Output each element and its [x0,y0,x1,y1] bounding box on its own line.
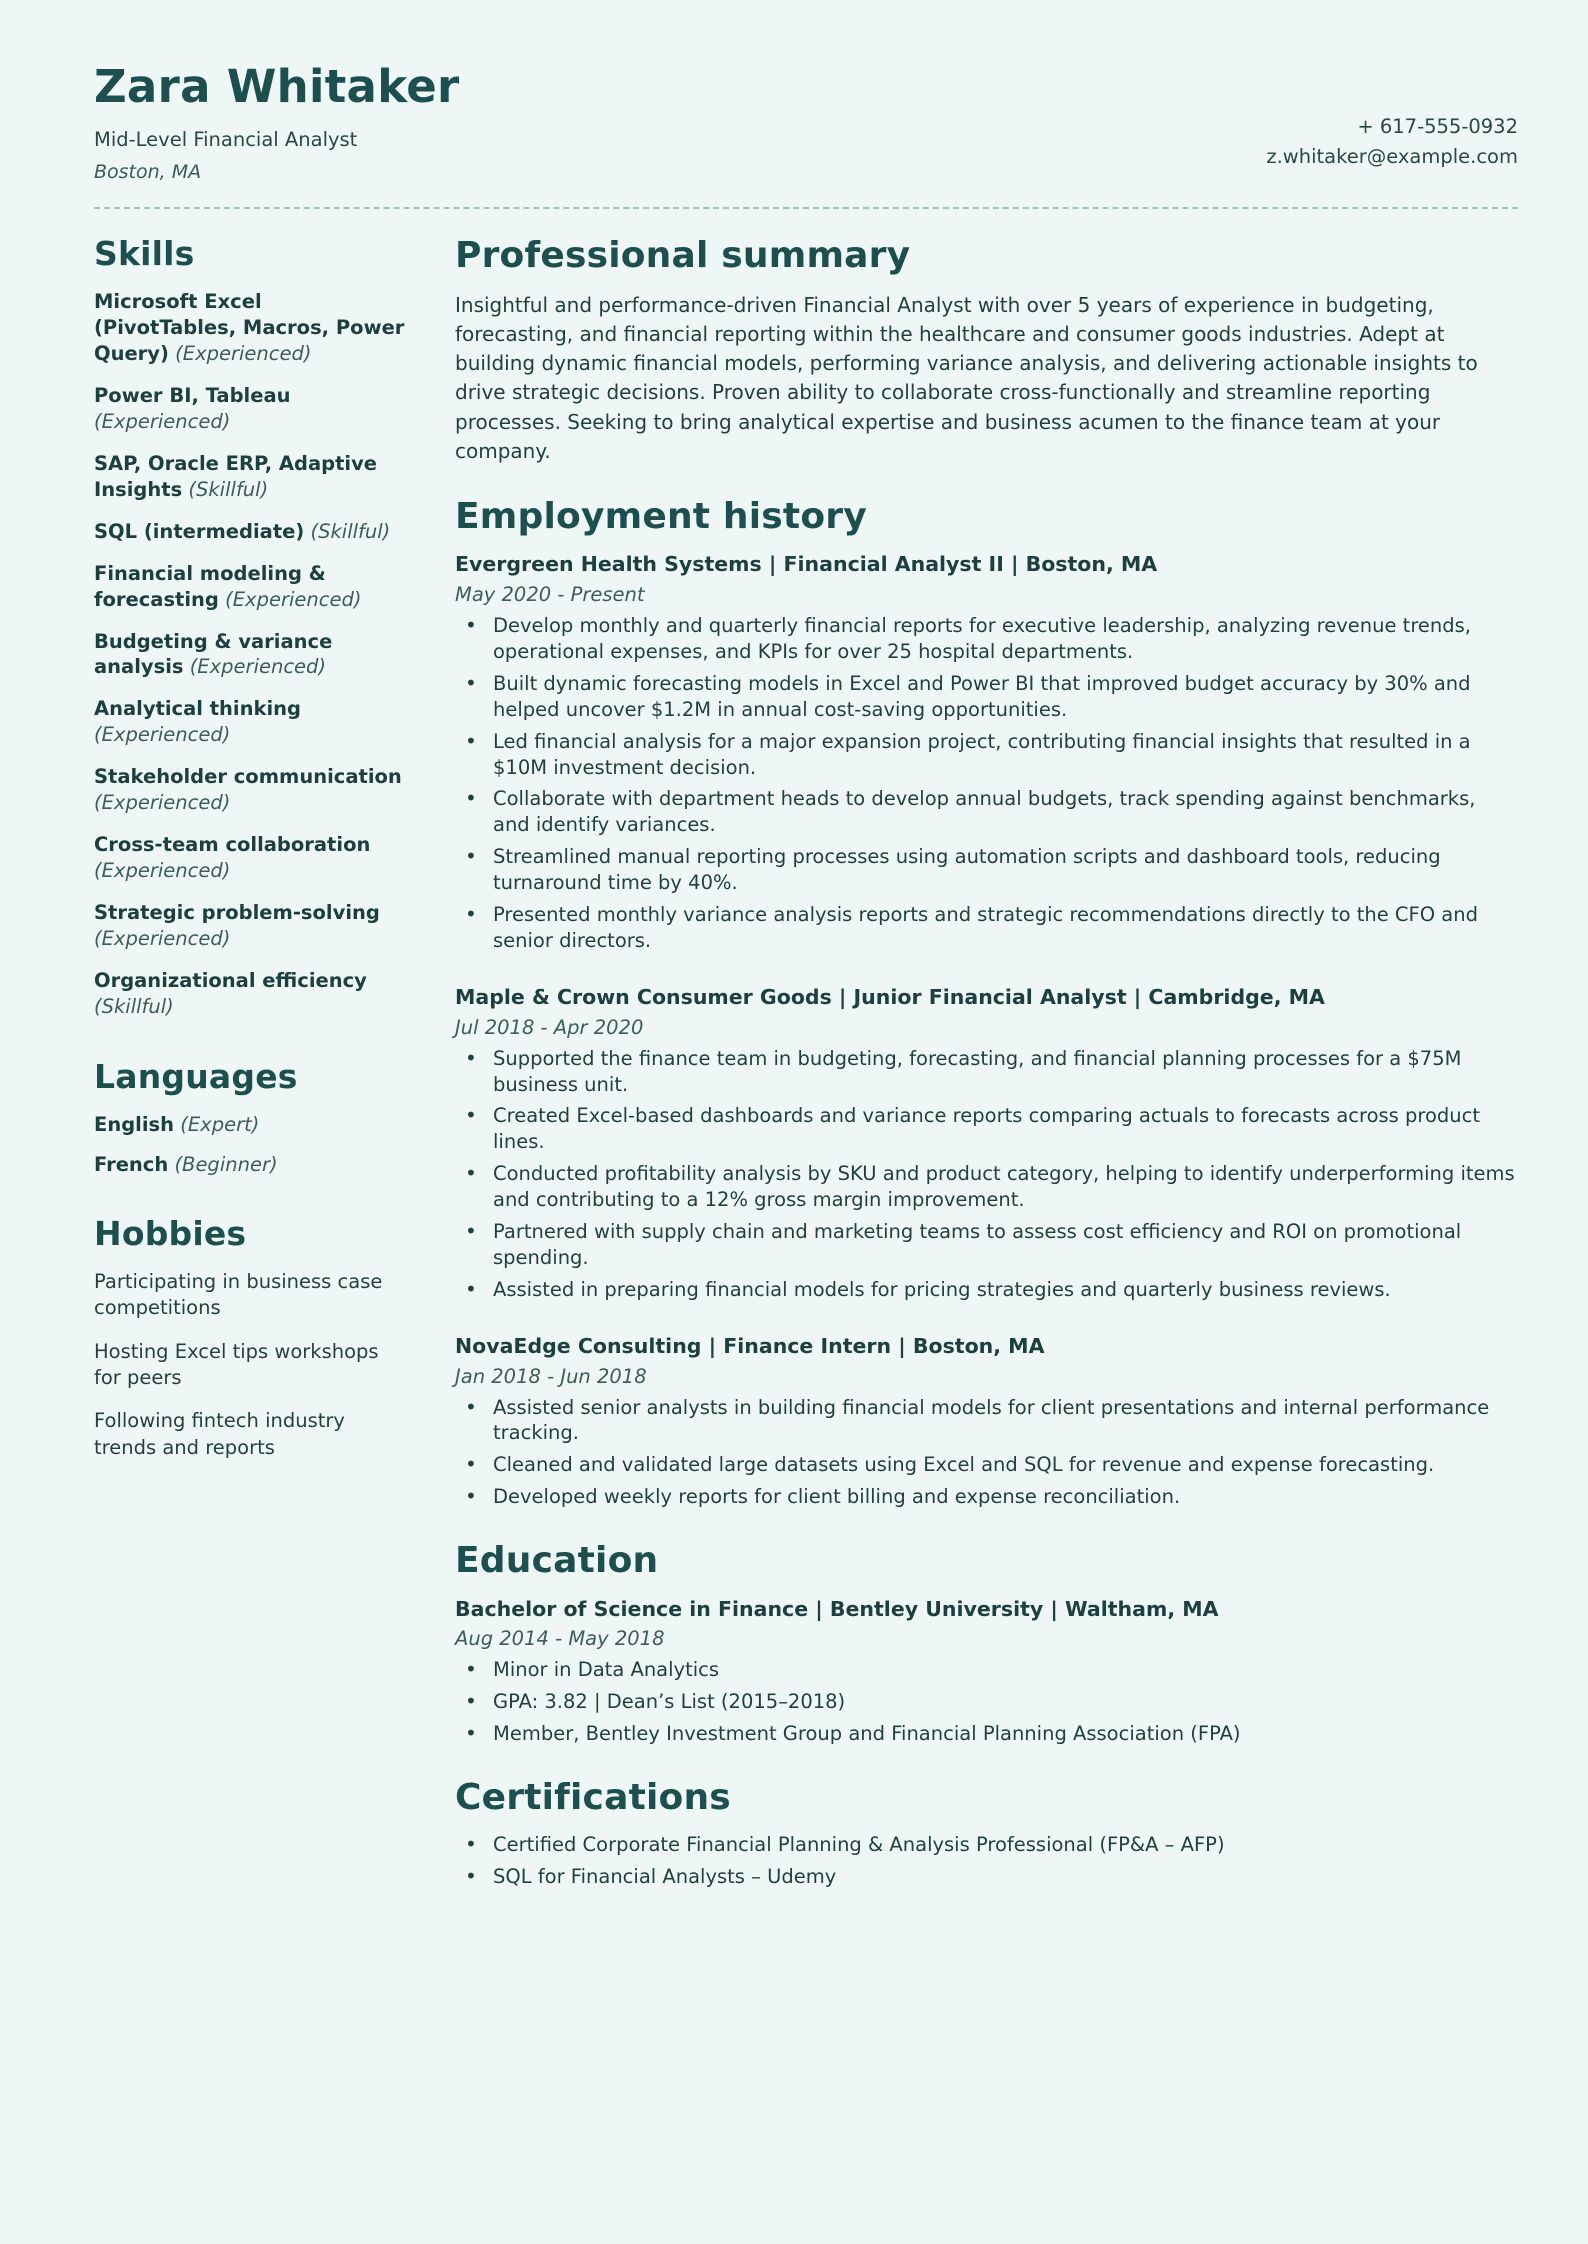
email-text: z.whitaker@example.com [1266,145,1518,169]
job-dates: Jan 2018 - Jun 2018 [455,1364,647,1388]
skill-item [94,764,409,816]
skill-item [94,519,409,545]
list-item: • Assisted in preparing financial models for pricing strategies and quarterly business reviews. [455,1277,1518,1303]
job-bullets [455,613,1518,954]
list-item: • Certified Corporate Financial Planning & Analysis Professional (FP&A – AFP) [455,1832,1518,1858]
list-item: • Conducted profitability analysis by SKU and product category, helping to identify underperforming items and contributing to a 12% gross margin improvement. [455,1161,1518,1213]
skill-name: Power BI, Tableau [94,384,291,408]
skill-item [94,696,409,748]
skill-level: (Experienced) [94,409,231,433]
skill-item [94,383,409,435]
skill-name: Analytical thinking [94,697,301,721]
list-item: • Led financial analysis for a major expansion project, contributing financial insights that resulted in a $10M investment decision. [455,729,1518,781]
summary-text: Insightful and performance-driven Financial Analyst with over 5 years of experience in budgeting, forecasting, and financial reporting within the healthcare and consumer goods industries. Adept at building dynamic financial models, performing variance analysis, and delivering actionable insights to drive strategic decisions. Proven ability to collaborate cross-functionally and streamline reporting processes. Seeking to bring analytical expertise and business acumen to the finance team at your company. [455,292,1478,463]
job-bullets [455,1046,1518,1303]
skill-level: (Experienced) [94,926,231,950]
skill-item [94,451,409,503]
hobby-item: Following fintech industry trends and reports [94,1409,345,1459]
skill-name: Cross-team collaboration [94,833,371,857]
skill-name: SQL (intermediate) [94,519,305,543]
skill-item [94,832,409,884]
header-divider [94,207,1518,209]
list-item: • SQL for Financial Analysts – Udemy [455,1864,1518,1890]
education-section [455,1540,1518,1747]
languages-title: Languages [94,1056,298,1096]
employment-section [455,496,1518,1510]
language-item [94,1112,409,1137]
skill-level: (Skillful) [94,994,174,1018]
main-content [439,235,1518,1920]
list-item: • Developed weekly reports for client billing and expense reconciliation. [455,1484,1518,1510]
location-text: Boston, MA [94,160,202,183]
list-item: • Minor in Data Analytics [455,1657,1518,1683]
certifications-section [455,1777,1518,1890]
skill-item [94,561,409,613]
education-dates: Aug 2014 - May 2018 [455,1627,665,1651]
skill-level: (Experienced) [189,655,327,679]
list-item: • Member, Bentley Investment Group and Financial Planning Association (FPA) [455,1721,1518,1747]
list-item: • GPA: 3.82 | Dean’s List (2015–2018) [455,1689,1518,1715]
list-item: • Partnered with supply chain and marketing teams to assess cost efficiency and ROI on promotional spending. [455,1219,1518,1271]
list-item: • Assisted senior analysts in building financial models for client presentations and internal performance tracking. [455,1395,1518,1447]
skill-level: (Experienced) [94,858,231,882]
language-level: (Expert) [180,1112,260,1136]
language-level: (Beginner) [174,1152,278,1176]
skill-name: SAP, Oracle ERP, Adaptive Insights [94,451,378,501]
job-headline: Mid-Level Financial Analyst [94,127,358,151]
skill-name: Microsoft Excel (PivotTables, Macros, Power Query) [94,290,405,366]
skill-name: Strategic problem-solving [94,900,380,924]
job-title: Evergreen Health Systems | Financial Analyst II | Boston, MA [455,552,1158,577]
certifications-bullets [455,1832,1518,1890]
list-item: • Created Excel-based dashboards and variance reports comparing actuals to forecasts across product lines. [455,1103,1518,1155]
skill-item [94,900,409,952]
skill-level: (Experienced) [94,791,231,815]
job-entry [455,1333,1518,1510]
skill-item [94,629,409,681]
list-item: • Presented monthly variance analysis reports and strategic recommendations directly to the CFO and senior directors. [455,902,1518,954]
skills-section [94,235,409,1019]
hobby-item: Hosting Excel tips workshops for peers [94,1339,379,1390]
content-columns [94,235,1518,1920]
language-name: English [94,1112,175,1136]
job-dates: May 2020 - Present [455,582,645,606]
summary-title: Professional summary [455,235,911,277]
job-title: NovaEdge Consulting | Finance Intern | Boston, MA [455,1333,1045,1358]
skill-level: (Skillful) [310,519,391,543]
language-item [94,1152,409,1177]
job-entry [455,984,1518,1303]
skill-item [94,968,409,1020]
list-item: • Built dynamic forecasting models in Excel and Power BI that improved budget accuracy by 30% and helped uncover $1.2M in annual cost-saving opportunities. [455,671,1518,723]
list-item: • Develop monthly and quarterly financial reports for executive leadership, analyzing revenue trends, operational expenses, and KPIs for over 25 hospital departments. [455,613,1518,665]
skill-level: (Experienced) [94,723,231,747]
skill-level: (Skillful) [188,477,269,501]
list-item: • Supported the finance team in budgeting, forecasting, and financial planning processes for a $75M business unit. [455,1046,1518,1098]
job-title: Maple & Crown Consumer Goods | Junior Financial Analyst | Cambridge, MA [455,984,1325,1009]
education-bullets [455,1657,1518,1747]
skill-name: Budgeting & variance analysis [94,629,333,679]
skill-item [94,289,409,367]
skill-level: (Experienced) [175,342,312,366]
hobby-item: Participating in business case competitions [94,1270,383,1320]
education-degree: Bachelor of Science in Finance | Bentley University | Waltham, MA [455,1596,1219,1621]
header-identity [94,62,460,185]
job-dates: Jul 2018 - Apr 2020 [455,1015,644,1039]
skills-title: Skills [94,234,195,274]
list-item: • Streamlined manual reporting processes using automation scripts and dashboard tools, reducing turnaround time by 40%. [455,844,1518,896]
list-item: • Cleaned and validated large datasets using Excel and SQL for revenue and expense forecasting. [455,1452,1518,1478]
languages-section [94,1058,409,1178]
certifications-title: Certifications [455,1777,731,1819]
job-entry [455,551,1518,954]
language-name: French [94,1152,169,1176]
employment-title: Employment history [455,495,867,537]
hobbies-title: Hobbies [94,1214,247,1254]
hobbies-section [94,1215,409,1461]
phone-text: + 617-555-0932 [1357,115,1518,138]
sidebar [94,235,439,1920]
skill-name: Organizational efficiency [94,968,367,992]
job-bullets [455,1395,1518,1511]
list-item: • Collaborate with department heads to develop annual budgets, track spending against benchmarks, and identify variances. [455,786,1518,838]
summary-section [455,235,1518,466]
education-title: Education [455,1540,659,1582]
skill-name: Financial modeling & forecasting [94,561,326,611]
page-title: Zara Whitaker [94,60,460,113]
resume-header [94,62,1518,185]
skill-name: Stakeholder communication [94,765,402,789]
skill-level: (Experienced) [225,587,362,611]
contact-block [1266,62,1518,172]
